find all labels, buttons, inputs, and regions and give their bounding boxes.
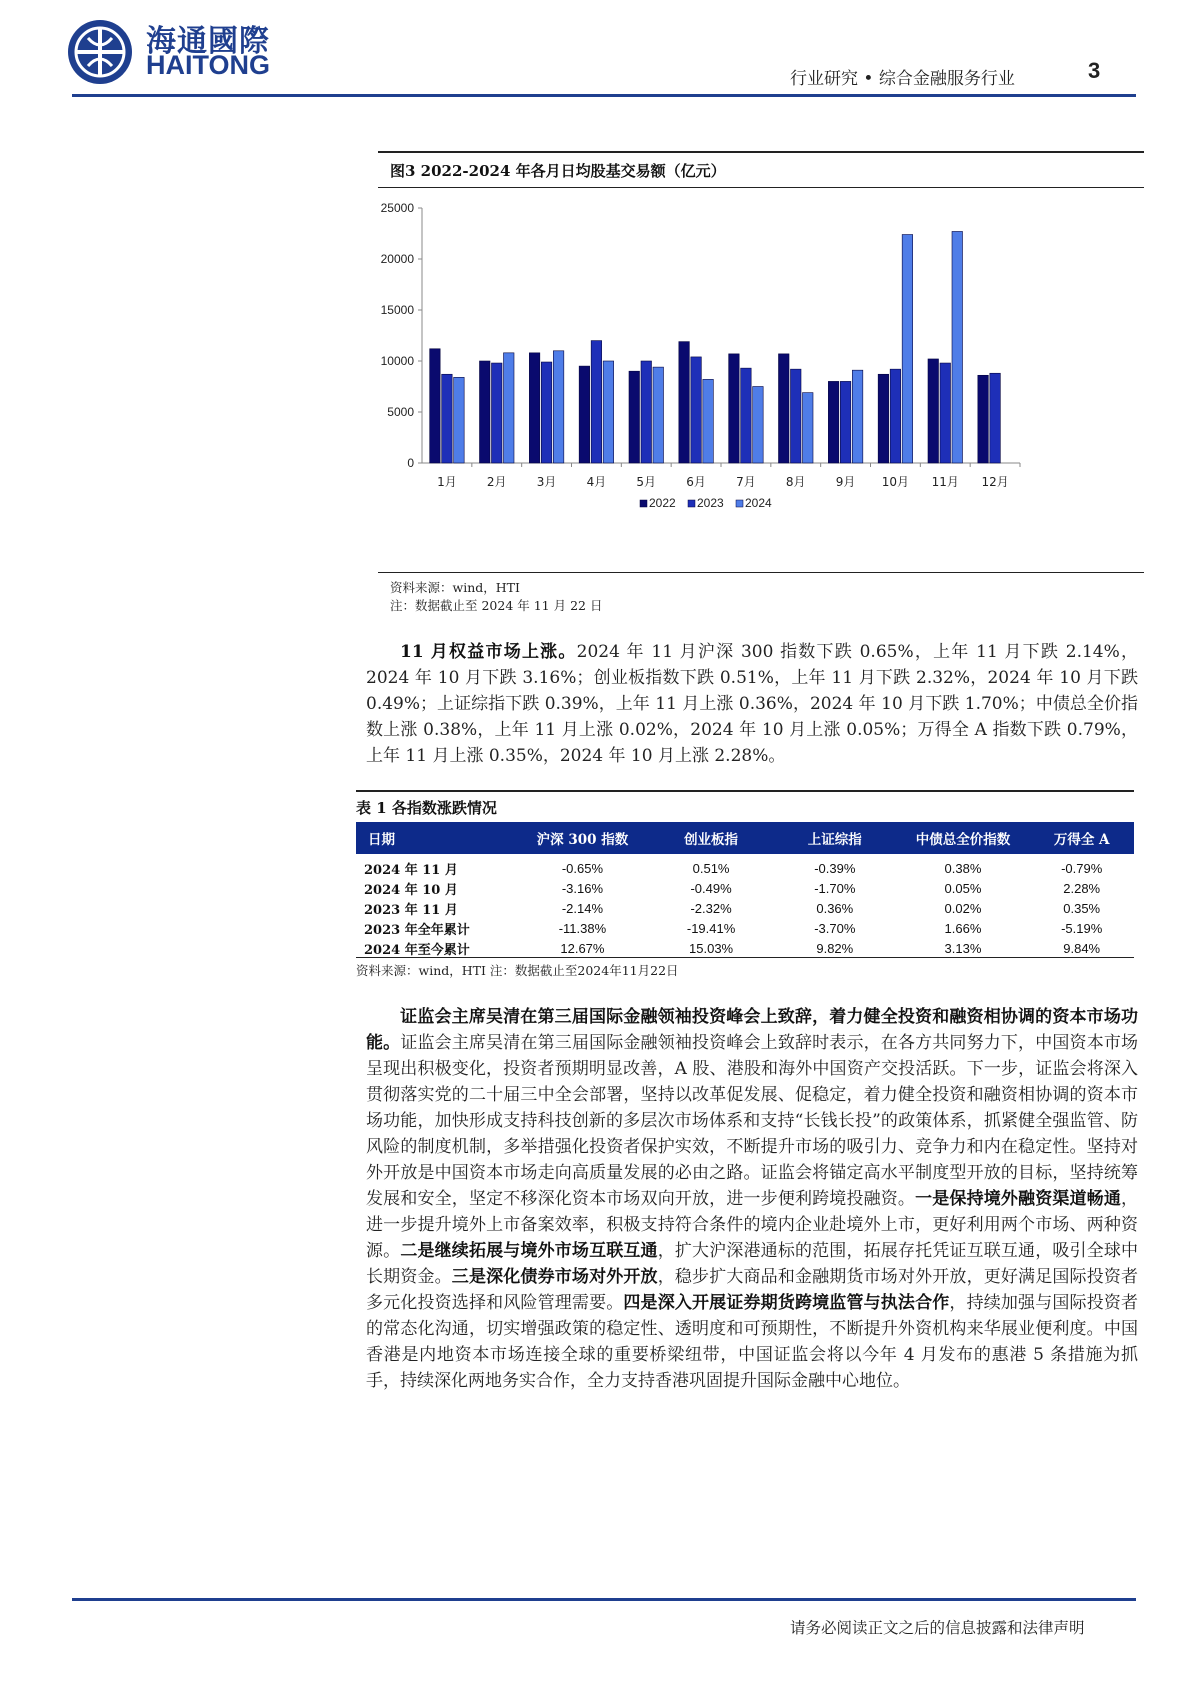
y-tick-label: 10000 bbox=[380, 354, 414, 368]
legend-label: 2022 bbox=[649, 496, 676, 510]
table-cell: 2024 年至今累计 bbox=[364, 942, 470, 958]
table-cell: -0.49% bbox=[690, 880, 732, 896]
table-cell: 0.51% bbox=[692, 860, 730, 876]
bar-2024-11 bbox=[952, 231, 963, 463]
y-tick-label: 25000 bbox=[380, 201, 414, 215]
legend-label: 2023 bbox=[697, 496, 724, 510]
bar-2023-6 bbox=[691, 357, 702, 463]
bar-2023-7 bbox=[741, 368, 752, 463]
bar-2022-3 bbox=[529, 353, 540, 463]
y-tick-label: 0 bbox=[407, 456, 414, 470]
table-cell: 3.13% bbox=[944, 940, 982, 956]
table-header-cell: 沪深 300 指数 bbox=[516, 822, 649, 854]
table-header-cell: 日期 bbox=[356, 822, 516, 854]
bar-2023-8 bbox=[791, 369, 802, 463]
paragraph-lead: 证监会主席吴清在第三届国际金融领袖投资峰会上致辞，着力健全投资和融资相协调的资本市场功能。 bbox=[366, 1007, 1138, 1053]
legend-swatch-2022 bbox=[640, 500, 647, 507]
bar-2023-10 bbox=[890, 369, 901, 463]
table-cell: -0.39% bbox=[814, 860, 856, 876]
bar-2024-1 bbox=[454, 377, 465, 463]
paragraph-text: ，进一步提升境外上市备案效率，积极支持符合条件的境内企业赴境外上市，更好利用两个市场、两种资源。 bbox=[366, 1189, 1139, 1261]
bar-chart bbox=[380, 200, 1140, 568]
bar-2022-6 bbox=[679, 342, 690, 463]
table-cell: -2.14% bbox=[561, 900, 604, 916]
bar-2024-5 bbox=[653, 367, 664, 463]
bar-2024-6 bbox=[703, 379, 714, 463]
x-tick-label: 4月 bbox=[586, 475, 607, 489]
paragraph-text: ，稳步扩大商品和金融期货市场对外开放，更好满足国际投资者多元化投资选择和风险管理需要。 bbox=[366, 1267, 1139, 1313]
x-tick-label: 2月 bbox=[486, 475, 507, 489]
paragraph-equity-market bbox=[366, 639, 1138, 769]
table-cell: 0.36% bbox=[816, 900, 854, 916]
x-tick-label: 10月 bbox=[881, 475, 910, 489]
header-divider bbox=[72, 94, 1136, 97]
table-cell: -0.79% bbox=[1061, 860, 1103, 876]
legend-label: 2024 bbox=[745, 496, 772, 510]
bar-2022-9 bbox=[828, 381, 839, 463]
table-title: 表 1 各指数涨跌情况 bbox=[356, 799, 497, 817]
table-row bbox=[356, 858, 1134, 878]
bar-2023-4 bbox=[591, 341, 602, 463]
bar-2024-3 bbox=[553, 351, 564, 463]
bar-2022-1 bbox=[430, 349, 441, 463]
x-tick-label: 12月 bbox=[981, 475, 1009, 489]
bar-2024-9 bbox=[852, 370, 863, 463]
paragraph-csrc-speech bbox=[366, 1004, 1138, 1394]
paragraph-body: 2024 年 11 月沪深 300 指数下跌 0.65%，上年 11 月下跌 2.14%，2024 年 10 月下跌 3.16%；创业板指数下跌 0.51%，上年 11 月下跌 2.32%，2024 年 10 月下跌 0.49%；上证综指下跌 0.39%，上年 11 月上涨 0.36%，2024 年 10 月下跌 1.70%；中债总全价指数上涨 0.38%，上年 11 月上涨 0.02%，2024 年 10 月上涨 0.05%；万得全 A 指数下跌 0.79%，上年 11 月上涨 0.35%，2024 年 10 月上涨 2.28%。 bbox=[366, 642, 1138, 766]
legend-swatch-2024 bbox=[736, 500, 743, 507]
figure-title-rule bbox=[378, 187, 1144, 188]
paragraph-lead: 11 月权益市场上涨。 bbox=[400, 642, 577, 662]
bar-2024-4 bbox=[603, 361, 614, 463]
table-top-rule bbox=[356, 790, 1134, 792]
x-tick-label: 6月 bbox=[686, 475, 706, 489]
table-cell: 1.66% bbox=[944, 920, 982, 936]
bar-2022-4 bbox=[579, 366, 590, 463]
paragraph-text: ，持续加强与国际投资者的常态化沟通，切实增强政策的稳定性、透明度和可预期性，不断提升外资机构来华展业便利度。中国香港是内地资本市场连接全球的重要桥梁纽带，中国证监会将以今年 4 月发布的惠港 5 条措施为抓手，持续深化两地务实合作，全力支持香港巩固提升国际金融中心地位。 bbox=[366, 1293, 1139, 1391]
footer-disclaimer: 请务必阅读正文之后的信息披露和法律声明 bbox=[790, 1619, 1085, 1637]
y-tick-label: 20000 bbox=[380, 252, 414, 266]
table-header-row bbox=[356, 822, 1134, 854]
table-bottom-rule bbox=[356, 957, 1134, 958]
bar-2024-2 bbox=[504, 353, 515, 463]
x-tick-label: 8月 bbox=[785, 475, 806, 489]
logo-chinese-name: 海通國際 bbox=[146, 24, 270, 59]
logo-english-name: HAITONG bbox=[146, 50, 271, 80]
bar-2022-10 bbox=[878, 374, 889, 463]
paragraph-highlight: 三是深化债券市场对外开放 bbox=[451, 1267, 658, 1287]
figure-bottom-rule bbox=[378, 572, 1144, 573]
table-row bbox=[356, 898, 1134, 918]
table-header-cell: 万得全 A bbox=[1029, 822, 1134, 854]
legend-swatch-2023 bbox=[688, 500, 695, 507]
bar-2023-1 bbox=[442, 374, 453, 463]
x-tick-label: 7月 bbox=[736, 475, 756, 489]
figure-note: 注：数据截止至 2024 年 11 月 22 日 bbox=[390, 598, 603, 613]
paragraph-highlight: 四是深入开展证券期货跨境监管与执法合作 bbox=[623, 1293, 950, 1313]
bar-2022-11 bbox=[928, 359, 939, 463]
bar-2023-2 bbox=[492, 363, 503, 463]
table-row bbox=[356, 918, 1134, 938]
header-title: 行业研究 • 综合金融服务行业 bbox=[790, 69, 1015, 89]
table-cell: -3.70% bbox=[814, 920, 856, 936]
table-cell: 0.05% bbox=[944, 880, 982, 896]
table-row bbox=[356, 878, 1134, 898]
table-cell: 2.28% bbox=[1063, 880, 1101, 896]
table-cell: -0.65% bbox=[561, 860, 604, 876]
table-cell: 15.03% bbox=[689, 940, 734, 956]
index-change-table bbox=[356, 822, 1134, 958]
table-cell: 9.82% bbox=[816, 940, 854, 956]
bar-2023-5 bbox=[641, 361, 652, 463]
bar-2024-8 bbox=[803, 393, 814, 463]
bar-2022-12 bbox=[978, 375, 989, 463]
figure-title: 图3 2022-2024 年各月日均股基交易额（亿元） bbox=[390, 162, 726, 180]
table-cell: 2023 年全年累计 bbox=[364, 922, 470, 938]
bar-2024-7 bbox=[753, 387, 764, 464]
x-tick-label: 11月 bbox=[931, 475, 959, 489]
table-cell: 12.67% bbox=[560, 940, 605, 956]
paragraph-text: ，扩大沪深港通标的范围，拓展存托凭证互联互通，吸引全球中长期资金。 bbox=[366, 1241, 1139, 1287]
table-header-cell: 中债总全价指数 bbox=[897, 822, 1030, 854]
bar-2023-3 bbox=[541, 362, 552, 463]
table-cell: 9.84% bbox=[1063, 940, 1101, 956]
y-tick-label: 15000 bbox=[380, 303, 414, 317]
figure-top-rule bbox=[378, 151, 1144, 153]
page-number: 3 bbox=[1088, 58, 1101, 83]
table-cell: 2024 年 10 月 bbox=[364, 882, 458, 898]
y-tick-label: 5000 bbox=[387, 405, 414, 419]
table-cell: 0.38% bbox=[944, 860, 982, 876]
table-cell: 0.02% bbox=[944, 900, 982, 916]
paragraph-highlight: 二是继续拓展与境外市场互联互通 bbox=[400, 1241, 658, 1261]
bar-2022-8 bbox=[779, 354, 790, 463]
figure-source: 资料来源：wind，HTI bbox=[390, 580, 520, 595]
bar-2024-10 bbox=[902, 235, 913, 463]
table-cell: -2.32% bbox=[690, 900, 732, 916]
paragraph-text: 证监会主席吴清在第三届国际金融领袖投资峰会上致辞时表示，在各方共同努力下，中国资本市场呈现出积极变化，投资者预期明显改善，A 股、港股和海外中国资产交投活跃。下一步，证监会将深入贯彻落实党的二十届三中全会部署，坚持以改革促发展、促稳定，着力健全投资和融资相协调的资本市场功能，加快形成支持科技创新的多层次市场体系和支持“长钱长投”的政策体系，抓紧健全强监管、防风险的制度机制，多举措强化投资者保护实效，不断提升市场的吸引力、竞争力和内在稳定性。坚持对外开放是中国资本市场走向高质量发展的必由之路。证监会将锚定高水平制度型开放的目标，坚持统筹发展和安全，坚定不移深化资本市场双向开放，进一步便利跨境投融资。 bbox=[366, 1033, 1139, 1209]
table-cell: -11.38% bbox=[558, 920, 607, 936]
table-cell: -1.70% bbox=[814, 880, 856, 896]
paragraph-highlight: 一是保持境外融资渠道畅通 bbox=[915, 1189, 1122, 1209]
x-tick-label: 1月 bbox=[437, 475, 457, 489]
bar-2022-7 bbox=[729, 354, 740, 463]
x-tick-label: 3月 bbox=[536, 475, 557, 489]
x-tick-label: 9月 bbox=[835, 475, 856, 489]
footer-divider bbox=[72, 1598, 1136, 1601]
x-tick-label: 5月 bbox=[636, 475, 657, 489]
table-cell: 2023 年 11 月 bbox=[364, 902, 458, 918]
table-cell: -5.19% bbox=[1061, 920, 1103, 936]
bar-2023-11 bbox=[940, 363, 951, 463]
bar-2022-2 bbox=[480, 361, 491, 463]
table-header-cell: 创业板指 bbox=[649, 822, 773, 854]
table-cell: 2024 年 11 月 bbox=[364, 862, 458, 878]
table-row bbox=[356, 938, 1134, 958]
table-cell: -3.16% bbox=[561, 880, 604, 896]
bar-2023-12 bbox=[990, 373, 1001, 463]
bar-2022-5 bbox=[629, 371, 640, 463]
bar-2023-9 bbox=[840, 381, 851, 463]
table-cell: -19.41% bbox=[686, 920, 736, 936]
table-source: 资料来源：wind，HTI 注：数据截止至2024年11月22日 bbox=[356, 963, 679, 978]
haitong-logo-icon bbox=[66, 18, 134, 86]
table-header-cell: 上证综指 bbox=[773, 822, 897, 854]
table-cell: 0.35% bbox=[1063, 900, 1101, 916]
